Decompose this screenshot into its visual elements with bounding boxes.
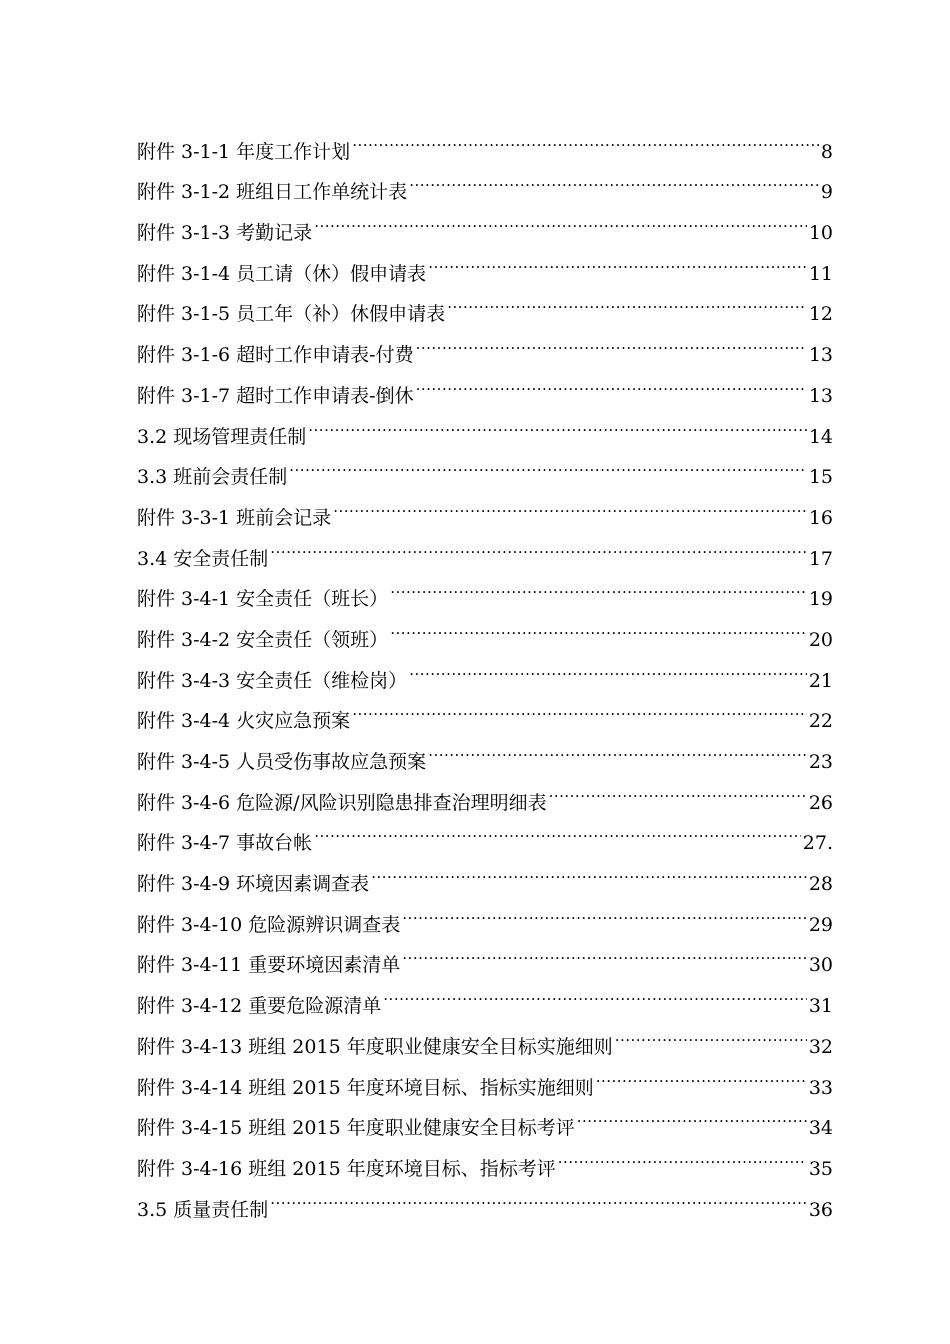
toc-dot-leader bbox=[270, 524, 807, 565]
toc-entry-title: 附件 3-4-10 危险源辨识调查表 bbox=[137, 913, 401, 936]
toc-entry-page-number: 17 bbox=[808, 547, 833, 570]
toc-entry-title: 附件 3-4-6 危险源/风险识别隐患排查治理明细表 bbox=[137, 791, 547, 814]
toc-entry-title: 3.4 安全责任制 bbox=[137, 547, 269, 570]
toc-entry-title: 附件 3-4-14 班组 2015 年度环境目标、指标实施细则 bbox=[137, 1076, 594, 1099]
toc-entry-title: 附件 3-1-1 年度工作计划 bbox=[137, 140, 351, 163]
toc-entry-title: 附件 3-4-9 环境因素调查表 bbox=[137, 873, 370, 896]
toc-entry-page-number: 34 bbox=[808, 1117, 833, 1140]
toc-entry-title: 3.3 班前会责任制 bbox=[137, 466, 288, 489]
toc-entry-page-number: 23 bbox=[808, 751, 833, 773]
toc-entry-title: 附件 3-3-1 班前会记录 bbox=[137, 506, 332, 529]
toc-entry-page-number: 15 bbox=[808, 466, 833, 489]
toc-entry-page-number: 20 bbox=[808, 628, 833, 651]
toc-entry-title: 附件 3-4-1 安全责任（班长） bbox=[137, 588, 389, 611]
toc-entry-title: 附件 3-1-3 考勤记录 bbox=[137, 222, 313, 245]
toc-entry-title: 附件 3-4-13 班组 2015 年度职业健康安全目标实施细则 bbox=[137, 1035, 613, 1058]
toc-entry-page-number: 10 bbox=[808, 222, 833, 245]
toc-dot-leader bbox=[390, 605, 807, 646]
toc-entry-page-number: 14 bbox=[808, 425, 833, 448]
toc-entry-title: 附件 3-4-7 事故台帐 bbox=[137, 832, 313, 855]
toc-entry-page-number: 13 bbox=[808, 384, 833, 407]
toc-dot-leader bbox=[416, 361, 807, 402]
toc-entry-page-number: 28 bbox=[808, 873, 833, 896]
toc-entry[interactable] bbox=[137, 117, 833, 163]
toc-entry-page-number: 11 bbox=[808, 262, 833, 285]
toc-entry-page-number: 36 bbox=[808, 1198, 833, 1221]
toc-entry-title: 3.5 质量责任制 bbox=[137, 1198, 269, 1221]
toc-entry-title: 附件 3-4-2 安全责任（领班） bbox=[137, 628, 389, 651]
toc-entry-page-number: 33 bbox=[808, 1076, 833, 1099]
toc-dot-leader bbox=[371, 849, 807, 890]
toc-dot-leader bbox=[596, 1053, 807, 1094]
toc-dot-leader bbox=[402, 890, 807, 931]
toc-entry-page-number: 12 bbox=[808, 303, 833, 326]
toc-entry-page-number: 35 bbox=[808, 1157, 833, 1180]
toc-entry-page-number: 9 bbox=[820, 181, 833, 204]
toc-entry-title: 附件 3-4-12 重要危险源清单 bbox=[137, 995, 382, 1018]
toc-dot-leader bbox=[314, 809, 801, 850]
toc-entry-page-number: 19 bbox=[808, 588, 833, 611]
toc-dot-leader bbox=[549, 768, 807, 809]
toc-dot-leader bbox=[409, 158, 819, 199]
toc-entry-title: 附件 3-1-4 员工请（休）假申请表 bbox=[137, 262, 427, 285]
toc-dot-leader bbox=[558, 1134, 807, 1175]
toc-dot-leader bbox=[333, 483, 807, 524]
toc-entry-page-number: 16 bbox=[808, 506, 833, 529]
toc-entry-title: 附件 3-4-3 安全责任（维检岗） bbox=[137, 669, 408, 692]
toc-entry-page-number: 29 bbox=[808, 913, 833, 936]
toc-entry-page-number: 21 bbox=[808, 669, 833, 692]
toc-dot-leader bbox=[308, 402, 807, 443]
toc-entry-page-number: 26 bbox=[808, 791, 833, 814]
toc-entry-title: 附件 3-4-15 班组 2015 年度职业健康安全目标考评 bbox=[137, 1117, 575, 1140]
toc-entry-page-number: 31 bbox=[808, 995, 833, 1018]
toc-entry-title: 附件 3-1-5 员工年（补）休假申请表 bbox=[137, 303, 446, 326]
toc-dot-leader bbox=[577, 1094, 807, 1135]
toc-dot-leader bbox=[352, 117, 819, 158]
toc-dot-leader bbox=[402, 931, 807, 972]
toc-dot-leader bbox=[416, 320, 807, 361]
toc-entry-title: 附件 3-1-6 超时工作申请表-付费 bbox=[137, 344, 414, 367]
toc-entry-title: 附件 3-4-5 人员受伤事故应急预案 bbox=[137, 751, 427, 773]
toc-entry-title: 附件 3-4-16 班组 2015 年度环境目标、指标考评 bbox=[137, 1157, 556, 1180]
toc-dot-leader bbox=[409, 646, 807, 687]
toc-entry-title: 附件 3-4-11 重要环境因素清单 bbox=[137, 954, 401, 977]
toc-entry-page-number: 13 bbox=[808, 344, 833, 367]
toc-dot-leader bbox=[428, 239, 807, 280]
toc-dot-leader bbox=[383, 971, 807, 1012]
toc-entry-title: 附件 3-1-2 班组日工作单统计表 bbox=[137, 181, 408, 204]
toc-dot-leader bbox=[289, 443, 807, 484]
toc-dot-leader bbox=[352, 687, 807, 728]
toc-dot-leader bbox=[390, 565, 807, 606]
toc-entry-page-number: 32 bbox=[808, 1035, 833, 1058]
table-of-contents bbox=[137, 117, 833, 1221]
toc-entry-page-number: 27. bbox=[802, 832, 833, 855]
toc-dot-leader bbox=[270, 1175, 807, 1216]
toc-entry-title: 附件 3-1-7 超时工作申请表-倒休 bbox=[137, 384, 414, 407]
toc-entry-page-number: 22 bbox=[808, 710, 833, 733]
toc-dot-leader bbox=[428, 727, 807, 768]
toc-dot-leader bbox=[447, 280, 807, 321]
toc-dot-leader bbox=[615, 1012, 807, 1053]
toc-entry-page-number: 8 bbox=[820, 140, 833, 163]
toc-entry-title: 附件 3-4-4 火灾应急预案 bbox=[137, 710, 351, 733]
toc-entry-page-number: 30 bbox=[808, 954, 833, 977]
toc-dot-leader bbox=[314, 198, 807, 239]
toc-entry-title: 3.2 现场管理责任制 bbox=[137, 425, 307, 448]
